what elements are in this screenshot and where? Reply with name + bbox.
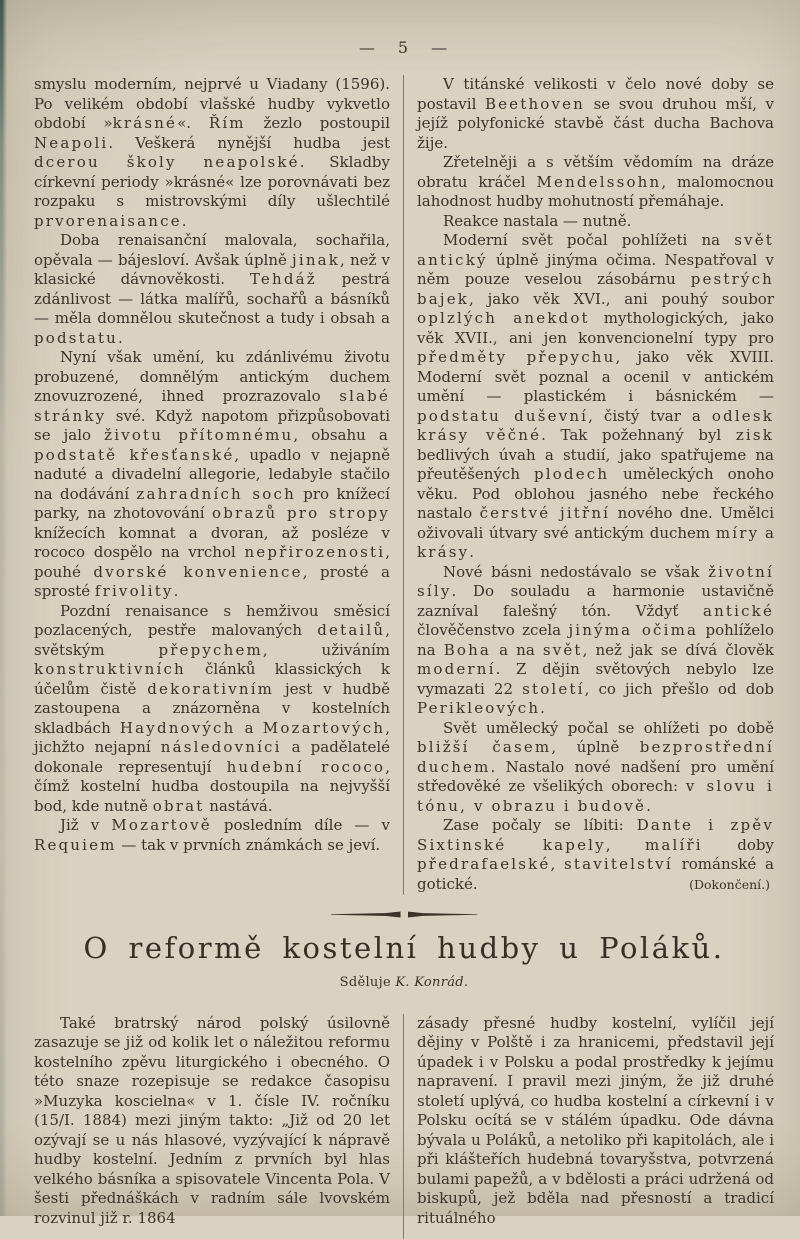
paragraph: [34, 816, 390, 855]
paragraph: [417, 563, 774, 719]
text-run: se svou druhou mší, v jejíž polyfonické stavbě část ducha Bachova žije.: [417, 94, 775, 152]
text-run: .: [118, 328, 123, 347]
emphasized-text: Tehdáž: [249, 270, 317, 288]
emphasized-text: podstatu: [34, 328, 118, 347]
emphasized-text: antické: [702, 601, 774, 620]
emphasized-text: svět: [542, 640, 583, 659]
emphasized-text: životu přítomnému: [104, 426, 294, 444]
text-run: , čistý tvar a: [588, 406, 712, 425]
bottom-right-column: [404, 1014, 774, 1239]
text-run: pohlíželo na: [417, 621, 774, 659]
emphasized-text: konstruktivních: [34, 660, 186, 678]
text-run: knížecích komnat a dvoran, až posléze v rococo dospělo na vrchol: [34, 523, 390, 561]
text-run: Zřetelněji a s větším vědomím na dráze obratu kráčel: [417, 153, 774, 191]
text-run: článků klassických k účelům čistě: [34, 660, 390, 698]
text-run: .: [469, 543, 475, 561]
emphasized-text: dvorské konvenience: [93, 562, 303, 581]
emphasized-text: předměty přepychu: [417, 348, 616, 366]
text-run: V titánské velikosti v čelo nové doby se postavil: [417, 75, 774, 113]
article-header: [34, 931, 774, 990]
paragraph: [417, 153, 774, 212]
emphasized-text: obrazů pro stropy: [212, 504, 390, 522]
emphasized-text: zahradních soch: [136, 484, 296, 503]
text-run: Již v: [60, 816, 112, 834]
emphasized-text: Requiem: [34, 835, 117, 854]
emphasized-text: malíři: [645, 835, 703, 854]
text-run: , uživáním: [262, 640, 390, 659]
text-run: .: [181, 211, 187, 230]
text-run: , jako věk XVI., ani pouhý soubor: [469, 289, 774, 308]
two-column-layout-top: [34, 75, 774, 895]
text-run: své. Když napotom přizpůsobovati se jalo: [34, 406, 390, 444]
byline: [34, 975, 774, 990]
bottom-left-column: [34, 1014, 404, 1239]
text-run: . Veškerá nynější hudba jest: [108, 133, 390, 152]
article-title: O reformě kostelní hudby u Poláků.: [83, 930, 725, 965]
emphasized-text: Mozartově: [111, 816, 212, 834]
text-run: Doba renaisanční malovala, sochařila, opěvala — bájesloví. Avšak úplně: [34, 231, 390, 269]
text-run: , čímž kostelní hudba dostoupila na nejvyšší bod, kde nutně: [34, 757, 390, 815]
page-number: — 5 —: [358, 38, 450, 57]
emphasized-text: Beethoven: [484, 94, 586, 113]
top-right-column-text: [417, 75, 774, 894]
text-run: ,: [605, 835, 645, 854]
emphasized-text: Haydnových: [119, 718, 236, 737]
text-run: .: [540, 699, 545, 717]
paragraph: [34, 231, 390, 348]
emphasized-text: krásné: [112, 114, 178, 132]
emphasized-text: frivolity: [94, 582, 174, 600]
emphasized-text: obrat: [152, 796, 205, 815]
text-run: . Tak požehnaný byl: [541, 426, 736, 444]
emphasized-text: svět antický: [417, 231, 774, 269]
emphasized-text: čerstvé jitřní: [479, 504, 611, 522]
byline-author: K. Konrád.: [395, 974, 469, 990]
emphasized-text: zisk: [735, 426, 774, 444]
emphasized-text: a podstatě křesťanské: [34, 426, 390, 464]
text-run: , jako věk XVIII. Moderní svět poznal a ocenil v antickém umění — plastickém i básnickém —: [417, 348, 774, 405]
emphasized-text: krásy: [417, 543, 470, 561]
text-run: , než v klasické dávnověkosti.: [34, 250, 391, 288]
paragraph: [417, 212, 774, 232]
paragraph: [34, 1014, 390, 1229]
emphasized-text: předrafaelské: [417, 855, 551, 873]
continuation-note: (Dokončení.): [689, 877, 770, 892]
emphasized-text: podstatu duševní: [417, 406, 589, 425]
emphasized-text: jinak: [292, 250, 341, 269]
text-run: žezlo postoupil: [245, 114, 390, 132]
byline-prefix: Sděluje: [339, 974, 391, 990]
text-run: Také bratrský národ polský úsilovně zasazuje se již od kolik let o náležitou reformu kostelního zpěvu liturgického i obecného. O této snaze rozepisuje se redakce časopisu »Muzyka koscielna« v 1. čísle IV. ročníku (15/I. 1884) mezi jiným takto: „Již od 20 let ozývají se u nás hlasové, vyzývající k nápravě hudby kostelní. Jedním z prvních byl hlas velkého básníka a spisovatele Vincenta Pola. V šesti přednáškách v radním sále lvovském rozvinul již r. 1864: [34, 1013, 390, 1227]
text-run: . Do souladu a harmonie ustavičně zazníval falešný tón. Vždyť: [417, 582, 774, 620]
text-run: Nové básni nedostávalo se však: [443, 562, 709, 581]
text-run: , upadlo v nejapně naduté a divadelní allegorie, ledabyle stačilo na dodávání: [34, 445, 391, 503]
text-run: Svět umělecký počal se ohlížeti po době: [443, 718, 774, 737]
emphasized-text: moderní: [417, 660, 496, 678]
emphasized-text: přepychem: [158, 640, 263, 659]
divider-left-rule: [331, 911, 401, 918]
text-run: «.: [177, 114, 209, 132]
paragraph: [34, 602, 390, 817]
text-run: , co jich přešlo od dob: [584, 679, 774, 698]
text-run: pestrá zdánlivost — látka malířů, sochařů a básníků — měla domnělou skutečnost a tudy i obsah a: [34, 270, 391, 327]
text-run: . Z dějin světových nebylo lze vymazati 22: [417, 660, 774, 698]
text-run: . Skladby církevní periody »krásné« lze porovnávati bez rozpaku s mistrovskými díly ušlechtilé: [34, 153, 390, 210]
emphasized-text: hudební rococo: [226, 757, 386, 776]
text-run: románské a gotické.: [417, 855, 774, 893]
text-run: doby: [702, 835, 774, 854]
scan-edge-shadow: [0, 0, 7, 1216]
top-left-column: [34, 75, 404, 895]
emphasized-text: míry: [715, 523, 760, 542]
emphasized-text: Mozartových: [262, 718, 386, 737]
emphasized-text: století: [522, 679, 585, 698]
emphasized-text: stavitelství: [564, 855, 673, 873]
paragraph: [417, 1014, 774, 1229]
text-run: , pouhé: [34, 543, 390, 581]
text-run: zásady přesné hudby kostelní, vylíčil její dějiny v Polště i za hranicemi, představil její úpadek i v Polsku a podal prostředky k jejímu napravení. I pravil mezi jiným, že již druhé století uplývá, co hudba kostelní a církevní i v Polsku ocítá se v stálém úpadku. Ode dávna bývala u Poláků, a netoliko při kapitolách, ale i při klášteřích hudebná tovaryšstva, potvrzená bulami papežů, a v bdělosti a práci udržená od biskupů, jež bděla nad přesností a tradicí rituálného: [417, 1013, 774, 1227]
emphasized-text: nepřirozenosti: [244, 543, 386, 561]
emphasized-text: Dante i zpěv Sixtinské kapely: [417, 816, 774, 854]
text-run: mythologických, jako věk XVII., ani jen konvencionelní typy pro: [417, 309, 774, 347]
paragraph: [417, 231, 774, 563]
text-run: a: [759, 523, 774, 542]
text-run: uměleckých onoho věku. Pod oblohou jasného nebe řeckého nastalo: [417, 465, 774, 522]
text-run: . Nastalo nové nadšení pro umění středověké ze všelikých oborech:: [417, 757, 774, 795]
text-run: člověčenstvo zcela: [417, 621, 569, 639]
emphasized-text: Mendelssohn: [536, 172, 662, 191]
emphasized-text: detailů: [317, 621, 386, 639]
emphasized-text: dekorativním: [147, 679, 275, 698]
text-run: .: [173, 582, 179, 600]
emphasized-text: bezprostřední duchem: [417, 738, 775, 776]
text-run: , prosté a sprosté: [34, 562, 390, 600]
emphasized-text: životní síly: [417, 562, 774, 600]
text-run: ,: [550, 855, 565, 873]
text-run: Pozdní renaisance s hemživou směsicí pozlacených, pestře malovaných: [34, 601, 390, 639]
text-run: Zase počaly se líbiti:: [443, 816, 637, 834]
divider-right-rule: [408, 911, 478, 918]
emphasized-text: jinýma očima: [568, 621, 699, 639]
paragraph: [34, 75, 390, 231]
text-run: bedlivých úvah a studií, jako spatřujeme na přeutěšených: [417, 445, 774, 483]
section-divider: [329, 911, 479, 919]
emphasized-text: slabé stránky: [34, 387, 390, 425]
text-run: , úplně: [551, 738, 640, 756]
emphasized-text: plodech: [533, 465, 610, 483]
emphasized-text: Řím: [208, 114, 246, 132]
emphasized-text: dcerou školy neapolské: [34, 153, 300, 171]
emphasized-text: v slovu i tónu, v obrazu i budově: [417, 777, 774, 815]
text-run: Reakce nastala — nutně.: [443, 211, 632, 230]
top-right-column: [404, 75, 774, 895]
emphasized-text: Perikleových: [417, 699, 541, 717]
text-run: .: [646, 796, 651, 815]
text-run: , světským: [34, 621, 390, 659]
paragraph: [34, 348, 390, 602]
two-column-layout-bottom: [34, 1014, 774, 1239]
text-run: , malomocnou lahodnost hudby mohutností přemáhaje.: [417, 172, 774, 210]
emphasized-text: bližší časem: [417, 738, 552, 756]
article-continuation-section: [34, 75, 774, 895]
article-body-section: [34, 1014, 774, 1239]
text-run: a: [235, 718, 263, 737]
emphasized-text: Boha: [443, 640, 492, 659]
text-run: a na: [491, 640, 543, 659]
text-run: — tak v prvních známkách se jeví.: [116, 835, 381, 854]
emphasized-text: Neapoli: [34, 133, 109, 152]
text-run: smyslu moderním, nejprvé u Viadany (1596). Po velikém období vlašské hudby vykvetlo období »: [34, 75, 390, 132]
paragraph: [417, 75, 774, 153]
text-run: posledním díle — v: [211, 816, 390, 834]
emphasized-text: následovníci: [160, 738, 282, 756]
paragraph: [417, 719, 774, 817]
text-run: Moderní svět počal pohlížeti na: [443, 231, 735, 249]
text-run: a padělatelé dokonale representují: [34, 738, 390, 776]
emphasized-text: oplzlých anekdot: [417, 309, 590, 327]
text-run: nastává.: [204, 796, 273, 815]
text-run: Nyní však umění, ku zdánlivému životu probuzené, domnělým antickým duchem znovuzrozené, ihned prozrazovalo: [34, 348, 390, 405]
text-run: pro knížecí parky, na zhotovování: [34, 484, 390, 522]
text-run: , jichžto nejapní: [34, 718, 390, 756]
text-run: nového dne. Umělci oživovali útvary své antickým duchem: [417, 504, 775, 542]
text-run: jest v hudbě zastoupena a znázorněna v kostelních skladbách: [34, 679, 390, 737]
text-run: , než jak se dívá člověk: [582, 640, 774, 659]
text-run: , obsahu: [293, 426, 379, 444]
emphasized-text: pestrých bajek: [417, 270, 774, 308]
text-run: úplně jinýma očima. Nespatřoval v něm pouze veselou zásobárnu: [417, 250, 774, 288]
emphasized-text: odlesk krásy věčné: [417, 406, 774, 444]
emphasized-text: prvorenaisance: [34, 211, 182, 230]
